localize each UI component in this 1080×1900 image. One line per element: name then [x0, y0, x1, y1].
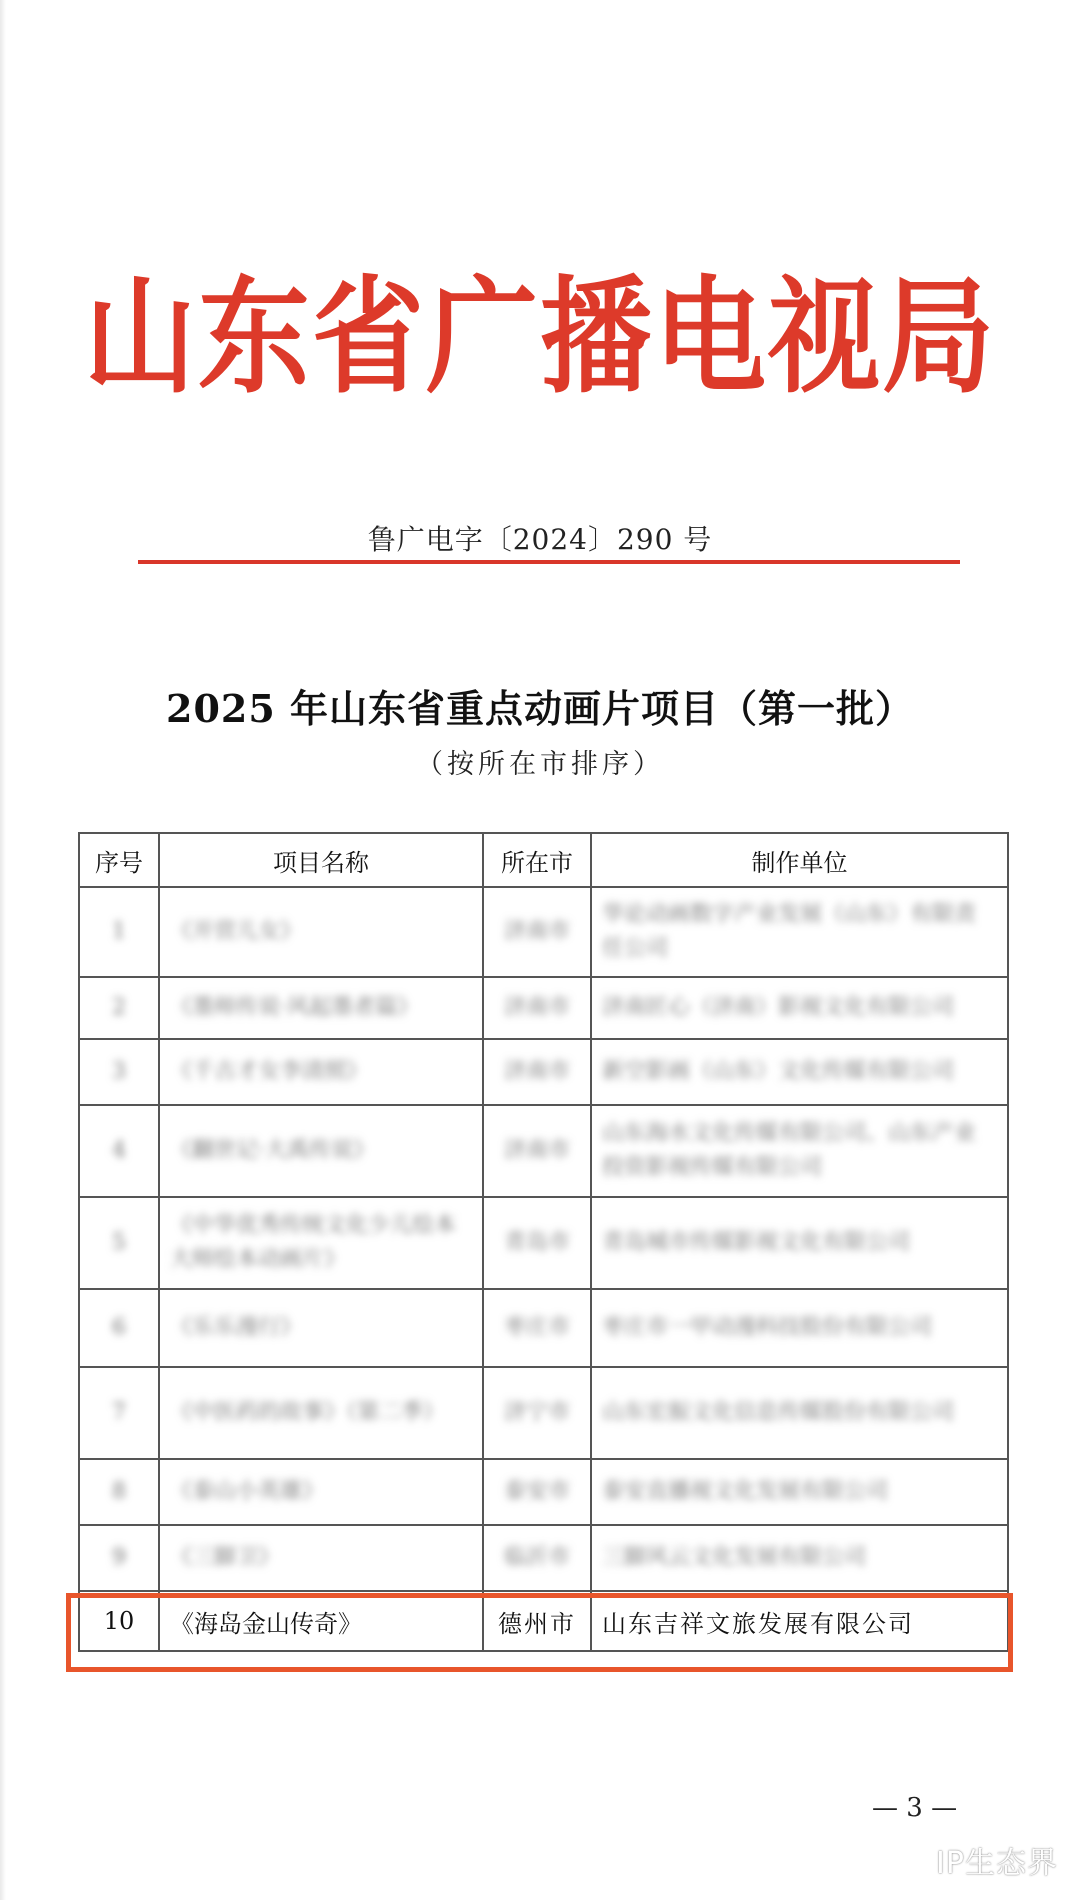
- city: 枣庄市: [503, 1314, 570, 1340]
- list-title: 2025 年山东省重点动画片项目（第一批）: [166, 686, 914, 731]
- table-row: [79, 1525, 1008, 1591]
- producer: 山东吉祥文旅发展有限公司: [591, 1591, 1008, 1651]
- project-name: 《墨师传说·风起墨者篇》: [170, 994, 419, 1020]
- project-name: 《中华优秀传统文化少儿绘本大师绘本动画片》: [170, 1212, 457, 1272]
- city: 青岛市: [503, 1229, 570, 1255]
- table-header-row: [79, 833, 1008, 887]
- city: 济宁市: [503, 1399, 570, 1425]
- row-number: 7: [112, 1399, 126, 1425]
- city: 济南市: [503, 994, 570, 1020]
- project-name: 《开营儿女》: [170, 918, 303, 944]
- row-number: 2: [112, 994, 126, 1020]
- table-row: [79, 887, 1008, 977]
- row-number: 1: [112, 918, 126, 944]
- column-header-project-name: 项目名称: [159, 833, 483, 887]
- producer: 济南匠心（济南）影视文化有限公司: [602, 994, 955, 1020]
- page-number: — 3 —: [872, 1793, 958, 1823]
- row-number: 5: [112, 1229, 126, 1255]
- producer: 泰安直播视文化发展有限公司: [602, 1478, 889, 1504]
- city: 济南市: [503, 1058, 570, 1084]
- row-number: 8: [112, 1478, 126, 1504]
- column-header-city: 所在市: [483, 833, 591, 887]
- table-row: [79, 1367, 1008, 1459]
- city: 济南市: [503, 1137, 570, 1163]
- table-row: [79, 1039, 1008, 1105]
- list-subtitle: （按所在市排序）: [416, 749, 664, 780]
- agency-title: 山东省广播电视局: [84, 264, 996, 411]
- watermark: IP生态界: [936, 1846, 1058, 1881]
- producer: 华论动画数字产业发展（山东）有限责任公司: [602, 901, 977, 961]
- row-number: 6: [112, 1314, 126, 1340]
- producer: 枣庄市一甲动漫科技股份有限公司: [602, 1314, 933, 1340]
- column-header-number: 序号: [79, 833, 159, 887]
- row-number: 9: [112, 1544, 126, 1570]
- red-divider-rule: [138, 560, 960, 564]
- table-row: [79, 1289, 1008, 1367]
- project-name: 《泰山小英雄》: [170, 1478, 325, 1504]
- table-row: [79, 1105, 1008, 1197]
- producer: 三脚风云文化发展有限公司: [602, 1544, 867, 1570]
- project-name: 《千古才女李清照》: [170, 1058, 369, 1084]
- row-number: 4: [112, 1137, 126, 1163]
- city: 临沂市: [503, 1544, 570, 1570]
- project-name: 《乐乐漫行》: [170, 1314, 303, 1340]
- table-row: [79, 1197, 1008, 1289]
- project-name: 《海岛金山传奇》: [159, 1591, 483, 1651]
- table-row: [79, 977, 1008, 1039]
- table-row: [79, 1459, 1008, 1525]
- project-table: [78, 832, 1009, 1652]
- project-name: 《翻世记·大禹传说》: [170, 1137, 375, 1163]
- column-header-producer: 制作单位: [591, 833, 1008, 887]
- project-name: 《三脚卫》: [170, 1544, 281, 1570]
- city: 德州市: [483, 1591, 591, 1651]
- row-number: 3: [112, 1058, 126, 1084]
- row-number: 10: [79, 1591, 159, 1651]
- city: 泰安市: [503, 1478, 570, 1504]
- producer: 山东海水文化传媒有限公司、山东产业投资影视传媒有限公司: [602, 1120, 977, 1180]
- producer: 山东宏振文化信息传媒股份有限公司: [602, 1399, 955, 1425]
- project-name: 《中医药的故事》（第二季）: [170, 1399, 446, 1425]
- table-row-highlighted: [79, 1591, 1008, 1651]
- city: 济南市: [503, 918, 570, 944]
- document-number: 鲁广电字〔2024〕290 号: [367, 523, 713, 556]
- producer: 青岛城市传媒影视文化有限公司: [602, 1229, 911, 1255]
- producer: 新空影画（山东）文化传媒有限公司: [602, 1058, 955, 1084]
